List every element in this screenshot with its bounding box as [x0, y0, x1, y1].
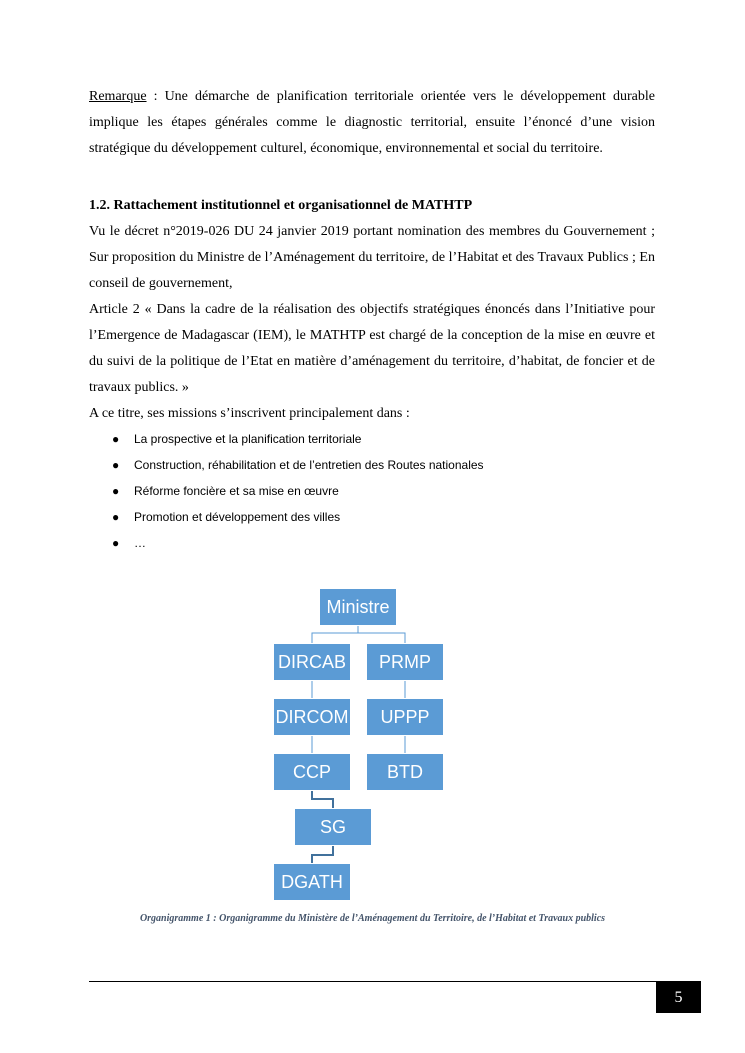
org-node-dgath: DGATH	[273, 863, 351, 901]
section-heading: 1.2. Rattachement institutionnel et organisationnel de MATHTP	[89, 198, 473, 213]
list-item: ● Promotion et développement des villes	[112, 504, 484, 530]
bullet-icon: ●	[112, 458, 120, 472]
figure-caption: Organigramme 1 : Organigramme du Ministère de l’Aménagement du Territoire, de l’Habitat et Travaux publics	[139, 913, 606, 924]
remarque-text: : Une démarche de planification territoriale orientée vers le développement durable implique les étapes générales comme le diagnostic territorial, ensuite l’énoncé d’une vision stratégique du développement culturel, économique, environnemental et social du territoire.	[89, 89, 655, 156]
org-node-ministre: Ministre	[319, 588, 397, 626]
decree-paragraph: Vu le décret n°2019-026 DU 24 janvier 2019 portant nomination des membres du Gouvernement ; Sur proposition du Ministre de l’Aménagement du territoire, de l’Habitat et des Travaux Publics ; En conseil de gouvernement,	[89, 224, 655, 291]
bullet-icon: ●	[112, 484, 120, 498]
org-node-uppp: UPPP	[366, 698, 444, 736]
list-item: ● La prospective et la planification territoriale	[112, 426, 484, 452]
page-number: 5	[656, 982, 701, 1013]
bullet-icon: ●	[112, 536, 120, 550]
org-node-dircom: DIRCOM	[273, 698, 351, 736]
list-item: ● Réforme foncière et sa mise en œuvre	[112, 478, 484, 504]
remarque-label: Remarque	[89, 89, 147, 104]
org-node-sg: SG	[294, 808, 372, 846]
missions-intro: A ce titre, ses missions s’inscrivent principalement dans :	[89, 406, 410, 421]
bullet-icon: ●	[112, 510, 120, 524]
footer-divider	[89, 981, 701, 982]
article-paragraph: Article 2 « Dans la cadre de la réalisation des objectifs stratégiques énoncés dans l’Initiative pour l’Emergence de Madagascar (IEM), le MATHTP est chargé de la conception de la mise en œuvre et du suivi de la politique de l’Etat en matière d’aménagement du territoire, d’habitat, de foncier et de travaux publics. »	[89, 302, 655, 395]
org-node-btd: BTD	[366, 753, 444, 791]
list-item: ● Construction, réhabilitation et de l’entretien des Routes nationales	[112, 452, 484, 478]
org-node-dircab: DIRCAB	[273, 643, 351, 681]
list-item: ● …	[112, 530, 484, 556]
bullet-icon: ●	[112, 432, 120, 446]
org-node-prmp: PRMP	[366, 643, 444, 681]
org-node-ccp: CCP	[273, 753, 351, 791]
